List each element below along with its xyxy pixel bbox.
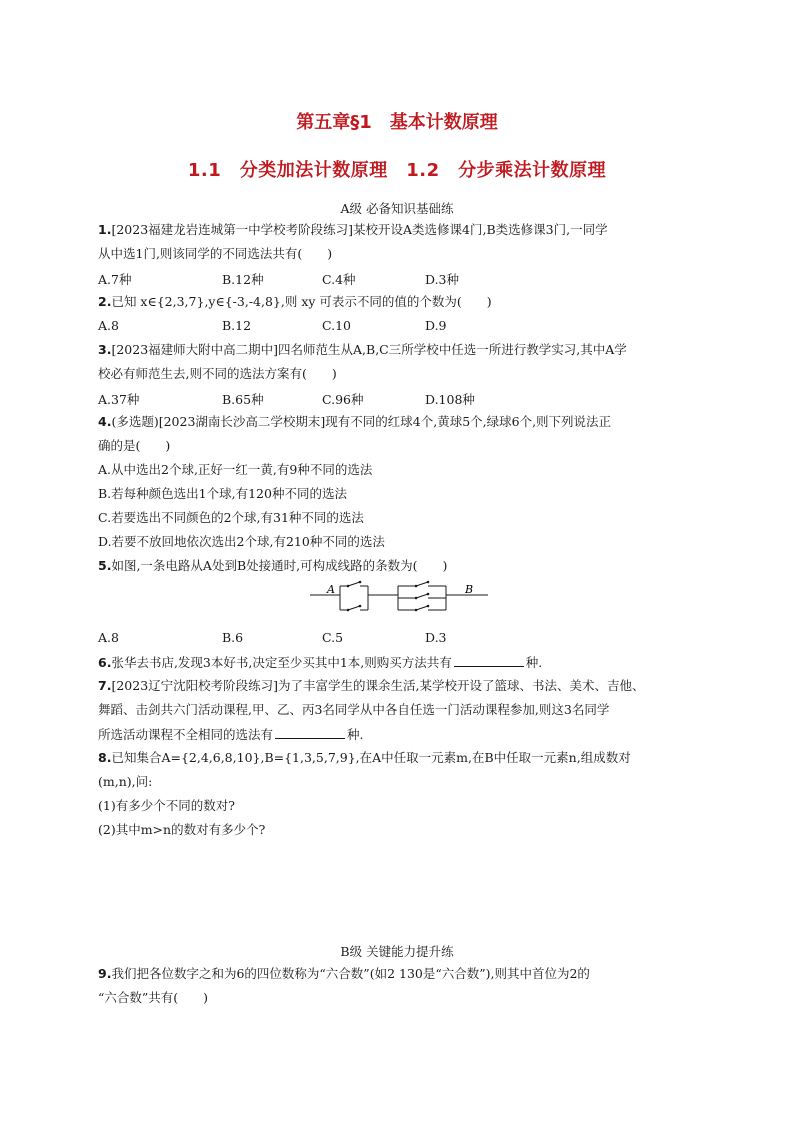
question-number: 4.	[98, 414, 112, 429]
switch-left-bottom	[348, 606, 360, 610]
question-number: 1.	[98, 222, 112, 237]
q2-line1: 2.已知 x∈{2,3,7},y∈{-3,-4,8},则 xy 可表示不同的值的个数为( )	[98, 294, 492, 309]
q2-option-d: D.9	[425, 318, 447, 333]
q8-sub1: (1)有多少个不同的数对?	[98, 798, 235, 813]
q4-option-c: C.若要选出不同颜色的2个球,有31种不同的选法	[98, 510, 364, 525]
q8-line1: 8.已知集合A={2,4,6,8,10},B={1,3,5,7,9},在A中任取一元素m,在B中任取一元素n,组成数对	[98, 750, 631, 765]
q3-option-d: D.108种	[425, 392, 475, 407]
q3-line2: 校必有师范生去,则不同的选法方案有( )	[98, 366, 337, 381]
q5-option-d: D.3	[425, 630, 447, 645]
q5-line1: 5.如图,一条电路从A处到B处接通时,可构成线路的条数为( )	[98, 558, 448, 573]
q1-line2: 从中选1门,则该同学的不同选法共有( )	[98, 246, 333, 261]
q4-option-a: A.从中选出2个球,正好一红一黄,有9种不同的选法	[98, 462, 373, 477]
question-number: 7.	[98, 678, 112, 693]
q7-line1: 7.[2023辽宁沈阳校考阶段练习]为了丰富学生的课余生活,某学校开设了篮球、书法、美术、吉他、	[98, 678, 645, 693]
q1-option-a: A.7种	[98, 272, 132, 287]
q4-line1: 4.(多选题)[2023湖南长沙高二学校期末]现有不同的红球4个,黄球5个,绿球6个,则下列说法正	[98, 414, 612, 429]
q8-line2: (m,n),问:	[98, 774, 153, 789]
q6-answer-blank[interactable]	[454, 654, 524, 667]
question-number: 9.	[98, 966, 112, 981]
q1-line1: 1.[2023福建龙岩连城第一中学校考阶段练习]某校开设A类选修课4门,B类选修课3门,一同学	[98, 222, 608, 237]
q2-option-c: C.10	[322, 318, 351, 333]
lesson-subtitle: 1.1 分类加法计数原理 1.2 分步乘法计数原理	[187, 160, 607, 181]
q7-text: 所选活动课程不全相同的选法有	[98, 727, 274, 742]
q7-unit: 种.	[347, 727, 364, 742]
q3-option-c: C.96种	[322, 392, 364, 407]
q6-text: 6.张华去书店,发现3本好书,决定至少买其中1本,则购买方法共有	[98, 655, 452, 670]
q2-option-a: A.8	[98, 318, 119, 333]
question-number: 3.	[98, 342, 112, 357]
q4-option-d: D.若要不放回地依次选出2个球,有210种不同的选法	[98, 534, 385, 549]
q1-option-c: C.4种	[322, 272, 356, 287]
q9-line2: “六合数”共有( )	[98, 990, 209, 1005]
q4-line2: 确的是( )	[98, 438, 171, 453]
switch-right-middle	[416, 594, 428, 598]
q1-option-d: D.3种	[425, 272, 460, 287]
q6-line	[98, 654, 542, 671]
question-number: 6.	[98, 655, 112, 670]
switch-right-top	[416, 582, 428, 586]
q5-option-a: A.8	[98, 630, 119, 645]
q3-line1: 3.[2023福建师大附中高二期中]四名师范生从A,B,C三所学校中任选一所进行教学实习,其中A学	[98, 342, 627, 357]
q4-option-b: B.若每种颜色选出1个球,有120种不同的选法	[98, 486, 347, 501]
section-a-heading: A级 必备知识基础练	[340, 201, 454, 216]
circuit-label-a: A	[327, 583, 335, 596]
chapter-title: 第五章§1 基本计数原理	[296, 112, 498, 133]
q5-option-c: C.5	[322, 630, 344, 645]
question-number: 8.	[98, 750, 112, 765]
switch-left-top	[348, 582, 360, 586]
circuit-label-b: B	[465, 583, 474, 596]
q3-option-a: A.37种	[98, 392, 140, 407]
question-number: 5.	[98, 558, 112, 573]
q7-answer-blank[interactable]	[275, 726, 345, 739]
q8-sub2: (2)其中m>n的数对有多少个?	[98, 822, 266, 837]
q6-unit: 种.	[525, 655, 543, 670]
q7-line2: 舞蹈、击剑共六门活动课程,甲、乙、丙3名同学从中各自任选一门活动课程参加,则这3名同学	[98, 702, 610, 717]
section-b-heading: B级 关键能力提升练	[340, 944, 454, 959]
question-number: 2.	[98, 294, 112, 309]
circuit-diagram	[310, 580, 490, 620]
switch-right-bottom	[416, 606, 428, 610]
q1-option-b: B.12种	[222, 272, 264, 287]
q9-line1: 9.我们把各位数字之和为6的四位数称为“六合数”(如2 130是“六合数”),则其中首位为2的	[98, 966, 590, 981]
q3-option-b: B.65种	[222, 392, 264, 407]
q5-option-b: B.6	[222, 630, 244, 645]
q7-line3	[98, 726, 364, 743]
q2-option-b: B.12	[222, 318, 252, 333]
